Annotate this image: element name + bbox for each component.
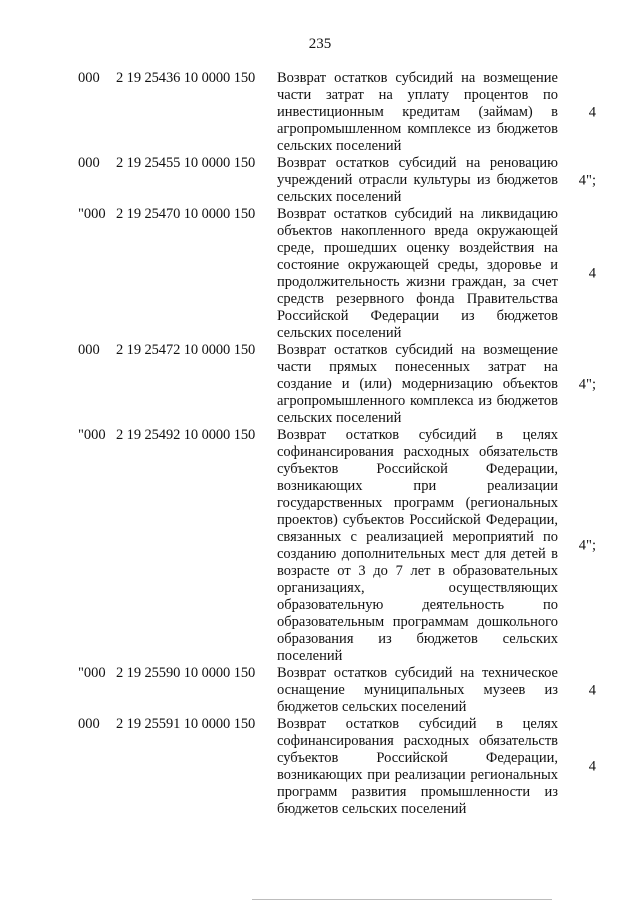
- row-description: Возврат остатков субсидий на возмещение части прямых понесенных затрат на создание и (или) модернизацию объектов агропромышленного комплекса из бюджетов сельских поселений: [277, 342, 558, 426]
- admin-code: 000: [78, 716, 100, 732]
- row-value: 4: [588, 682, 596, 698]
- row-description: Возврат остатков субсидий на реновацию учреждений отрасли культуры из бюджетов сельских поселений: [277, 155, 558, 205]
- row-description: Возврат остатков субсидий на техническое оснащение муниципальных музеев из бюджетов сельских поселений: [277, 665, 558, 715]
- admin-code: 000: [78, 342, 100, 358]
- budget-code: 2 19 25455 10 0000 150: [116, 155, 256, 171]
- budget-code: 2 19 25470 10 0000 150: [116, 206, 256, 222]
- table-row: [0, 342, 640, 427]
- budget-code: 2 19 25472 10 0000 150: [116, 342, 256, 358]
- budget-code: 2 19 25591 10 0000 150: [116, 716, 256, 732]
- budget-code: 2 19 25436 10 0000 150: [116, 70, 256, 86]
- row-description: Возврат остатков субсидий на возмещение части затрат на уплату процентов по инвестиционным кредитам (займам) в агропромышленном комплексе из бюджетов сельских поселений: [277, 70, 558, 154]
- table-row: [0, 716, 640, 818]
- budget-code: 2 19 25492 10 0000 150: [116, 427, 256, 443]
- admin-code: "000: [78, 665, 106, 681]
- row-value: 4: [588, 104, 596, 120]
- row-description: Возврат остатков субсидий в целях софинансирования расходных обязательств субъектов Российской Федерации, возникающих при реализации государственных программ (региональных проектов) субъектов Российской Федерации, связанных с реализацией мероприятий по созданию дополнительных мест для детей в возрасте от 3 до 7 лет в образовательных организациях, осуществляющих образовательную деятельность по образовательным программам дошкольного образования из бюджетов сельских поселений: [277, 427, 558, 664]
- table-row: [0, 206, 640, 342]
- row-value: 4: [588, 265, 596, 282]
- bottom-rule: [252, 899, 552, 900]
- page-number: 235: [308, 36, 332, 52]
- admin-code: 000: [78, 155, 100, 171]
- row-description: Возврат остатков субсидий в целях софинансирования расходных обязательств субъектов Российской Федерации, возникающих при реализации региональных программ развития промышленности из бюджетов сельских поселений: [277, 716, 558, 817]
- budget-code: 2 19 25590 10 0000 150: [116, 665, 256, 681]
- row-value: 4";: [578, 376, 596, 392]
- table-row: [0, 427, 640, 665]
- row-description: Возврат остатков субсидий на ликвидацию объектов накопленного вреда окружающей среде, прошедших оценку воздействия на состояние окружающей среды, здоровье и продолжительность жизни граждан, за счет средств резервного фонда Правительства Российской Федерации из бюджетов сельских поселений: [277, 206, 558, 341]
- table-row: [0, 665, 640, 716]
- admin-code: "000: [78, 206, 106, 222]
- row-value: 4: [588, 758, 596, 775]
- table-row: [0, 70, 640, 155]
- admin-code: "000: [78, 427, 106, 443]
- row-value: 4";: [578, 537, 596, 554]
- budget-code-table: [0, 70, 640, 818]
- row-value: 4";: [578, 172, 596, 188]
- admin-code: 000: [78, 70, 100, 86]
- table-row: [0, 155, 640, 206]
